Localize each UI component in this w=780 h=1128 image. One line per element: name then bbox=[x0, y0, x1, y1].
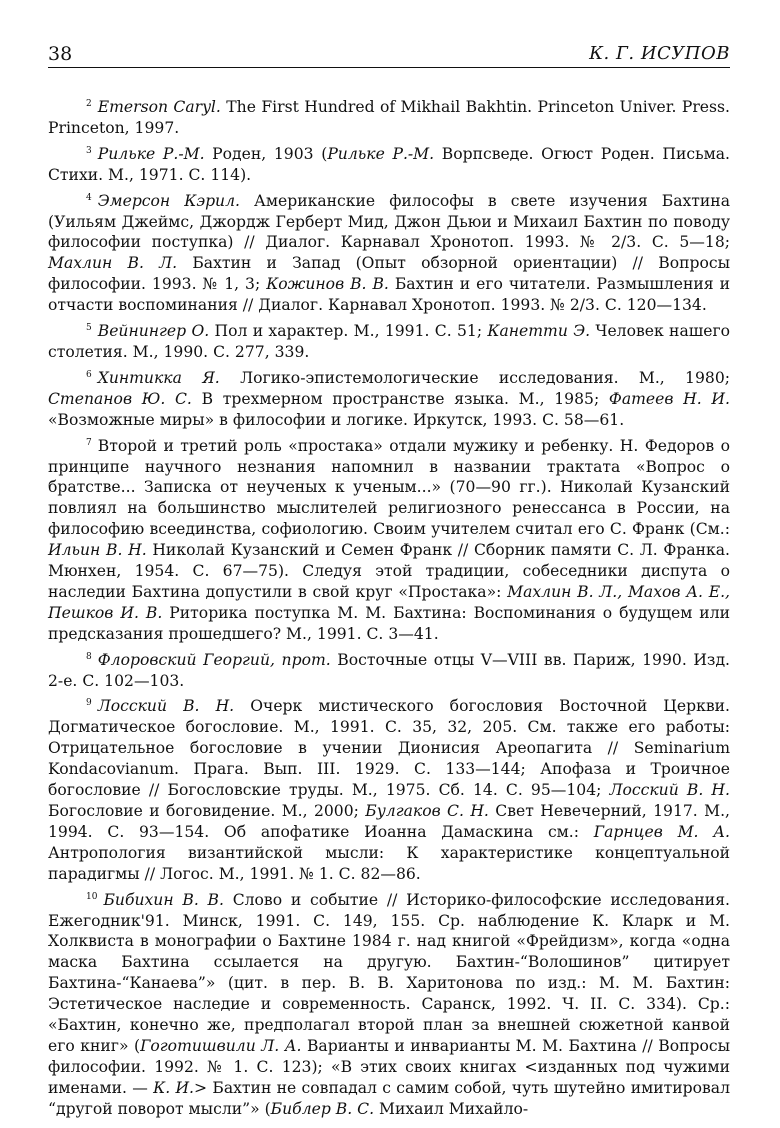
footnote-text: Свет Невечерний, 1917. М., 1994. С. 93—154. Об апофатике Иоанна Дамаскина см.: bbox=[48, 802, 731, 841]
author-name: Вейнингер О. bbox=[97, 322, 210, 341]
footnote-number: 7 bbox=[86, 437, 92, 448]
author-name: Гоготишвили Л. А. bbox=[140, 1036, 302, 1055]
author-name: Ильин В. Н. bbox=[48, 541, 147, 560]
footnote-text: Американские философы в свете изучения Бахтина (Уильям Джеймс, Джордж Герберт Мид, Джон Дьюи и Михаил Бахтин по поводу философии поступка) // Диалог. Карнавал Хронотоп. 1993. № 2/3. С. 5—18; bbox=[48, 191, 730, 252]
footnote-number: 6 bbox=[86, 369, 92, 380]
footnote-number: 5 bbox=[86, 323, 92, 334]
author-name: Хинтикка Я. bbox=[97, 368, 220, 387]
footnote-text: Логико-эпистемологические исследования. М., 1980; bbox=[219, 368, 730, 387]
author-name: Рильке Р.-М. bbox=[327, 144, 435, 163]
footnote bbox=[48, 647, 730, 692]
author-name: Булгаков С. Н. bbox=[365, 802, 489, 820]
page-header bbox=[48, 42, 730, 68]
footnote-number: 9 bbox=[86, 698, 92, 709]
footnote bbox=[48, 433, 730, 645]
footnote bbox=[48, 693, 730, 884]
author-name: Канетти Э. bbox=[487, 322, 591, 341]
footnote-text: Пол и характер. М., 1991. С. 51; bbox=[209, 322, 488, 341]
footnote bbox=[48, 365, 730, 431]
footnote-text: Варианты и инварианты М. М. Бахтина // Вопросы философии. 1992. № 1. С. 123); «В этих своих книгах <изданных под чужими именами. — bbox=[48, 1036, 730, 1097]
footnote-text: Очерк мистического богословия Восточной Церкви. Догматическое богословие. М., 1991. С. 35, 32, 205. См. также его работы: Отрицательное богословие в учении Дионисия Ареопагита // Seminarium Kondacovianum. Прага. Вып. III. 1929. С. 133—144; Апофаза и Троичное богословие // Богословские труды. М., 1975. Сб. 14. С. 95—104; bbox=[48, 697, 730, 800]
footnote bbox=[48, 188, 730, 316]
footnote-text: Бахтин и Запад (Опыт обзорной ориентации) // Вопросы философии. 1993. № 1, 3; bbox=[48, 254, 730, 294]
author-name: Библер В. С. bbox=[270, 1099, 375, 1118]
footnote-text: Бахтин и его читатели. Размышления и отчасти воспоминания // Диалог. Карнавал Хронотоп. 1993. № 2/3. С. 120—134. bbox=[48, 275, 730, 315]
author-name: Махлин В. Л., Махов А. Е., Пешков И. В. bbox=[48, 582, 731, 622]
footnote-text: The First Hundred of Mikhail Bakhtin. Princeton Univer. Press. Princeton, 1997. bbox=[48, 98, 730, 137]
page bbox=[48, 42, 730, 1122]
running-head: К. Г. ИСУПОВ bbox=[589, 43, 730, 64]
footnote-number: 10 bbox=[86, 891, 98, 902]
footnotes-list bbox=[48, 94, 730, 1120]
author-name: Гарнцев М. А. bbox=[593, 822, 730, 841]
author-name: Emerson Caryl. bbox=[97, 98, 221, 116]
author-name: Кожинов В. В. bbox=[266, 275, 389, 294]
footnote-number: 4 bbox=[86, 192, 92, 203]
author-name: Флоровский Георгий, прот. bbox=[97, 650, 331, 669]
author-name: Лосский В. Н. bbox=[97, 697, 235, 716]
footnote-number: 3 bbox=[86, 145, 92, 156]
author-name: Лосский В. Н. bbox=[609, 781, 730, 800]
author-name: Махлин В. Л. bbox=[48, 254, 178, 273]
author-name: Эмерсон Кэрил. bbox=[97, 191, 240, 210]
footnote bbox=[48, 887, 730, 1120]
author-name: К. И. bbox=[153, 1078, 195, 1097]
footnote-text: Восточные отцы V—VIII вв. Париж, 1990. Изд. 2-е. С. 102—103. bbox=[48, 650, 730, 690]
footnote bbox=[48, 318, 730, 363]
footnote-number: 8 bbox=[86, 651, 92, 662]
author-name: Бибихин В. В. bbox=[103, 890, 224, 909]
author-name: Степанов Ю. С. bbox=[48, 389, 192, 408]
footnote-text: Антропология византийской мысли: К характеристике концептуальной парадигмы // Логос. М., 1991. № 1. С. 82—86. bbox=[48, 843, 730, 883]
footnote-text: Риторика поступка М. М. Бахтина: Воспоминания о будущем или предсказания прошедшего? М., 1991. С. 3—41. bbox=[48, 603, 730, 643]
footnote-text: Ворпсведе. Огюст Роден. Письма. Стихи. М., 1971. С. 114). bbox=[48, 144, 731, 184]
footnote-text: Михаил Михайло- bbox=[374, 1099, 529, 1118]
footnote-text: Роден, 1903 ( bbox=[204, 144, 328, 163]
footnote-text: «Возможные миры» в философии и логике. Иркутск, 1993. С. 58—61. bbox=[48, 410, 625, 429]
footnote-text: Слово и событие // Историко-философские исследования. Ежегодник'91. Минск, 1991. С. 149, 155. Ср. наблюдение К. Кларк и М. Холквиста в монографии о Бахтине 1984 г. над книгой «Фрейдизм», когда «одна маска Бахтина ссылается на другую. Бахтин-“Волошинов” цитирует Бахтина-“Канаева”» (цит. в пер. В. В. Харитонова по изд.: М. М. Бахтин: Эстетическое наследие и современность. Саранск, 1992. Ч. II. С. 334). Ср.: «Бахтин, конечно же, предполагал второй план за внешней сюжетной канвой его книг» ( bbox=[48, 890, 730, 1055]
footnote bbox=[48, 141, 730, 186]
author-name: Рильке Р.-М. bbox=[97, 144, 205, 163]
footnote-text: В трехмерном пространстве языка. М., 1985; bbox=[191, 389, 609, 408]
footnote bbox=[48, 94, 730, 139]
footnote-number: 2 bbox=[86, 99, 92, 109]
footnote-text: Богословие и боговидение. М., 2000; bbox=[48, 802, 366, 820]
page-number: 38 bbox=[48, 43, 73, 65]
footnote-text: Николай Кузанский и Семен Франк // Сборник памяти С. Л. Франка. Мюнхен, 1954. С. 67—75). Следуя этой традиции, собеседники диспута о наследии Бахтина допустили в свой круг «Простака»: bbox=[48, 541, 731, 601]
footnote-text: > Бахтин не совпадал с самим собой, чуть шутейно имитировал “другой поворот мысли”» ( bbox=[48, 1078, 730, 1118]
author-name: Фатеев Н. И. bbox=[608, 389, 730, 408]
footnote-text: Второй и третий роль «простака» отдали мужику и ребенку. Н. Федоров о принципе научного незнания напомнил в названии трактата «Вопрос о братстве... Записка от неученых к ученым...» (70—90 гг.). Николай Кузанский повлиял на большинство мыслителей религиозного ренессанса в России, на философию всеединства, софиологию. Своим учителем считал его С. Франк (См.: bbox=[48, 436, 730, 539]
footnote-text: Человек нашего столетия. М., 1990. С. 277, 339. bbox=[48, 322, 731, 361]
